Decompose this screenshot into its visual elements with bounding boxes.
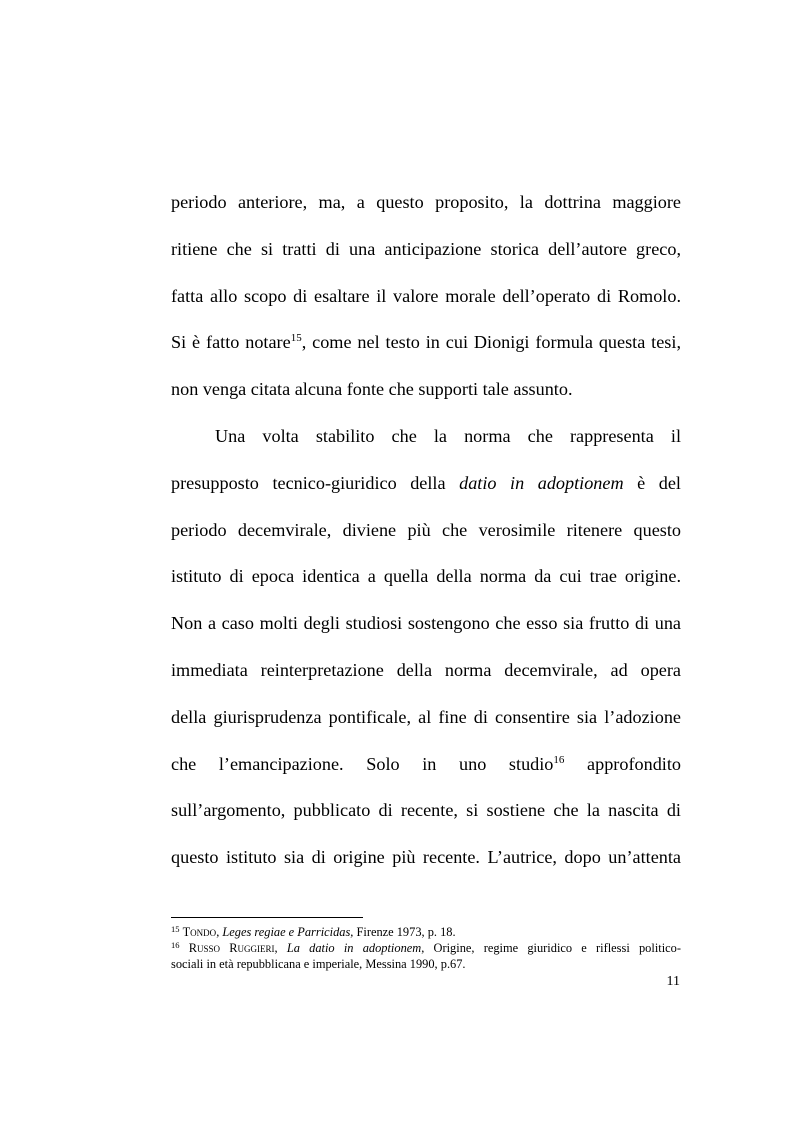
body-line-7-after: è del [623, 472, 681, 493]
footnote-16-rest: , Origine, regime giuridico e riflessi politico- [421, 941, 681, 955]
body-line-12 [171, 696, 681, 743]
body-line-10-text: Non a caso molti degli studiosi sostengono che esso sia frutto di una [171, 613, 681, 634]
footnote-15: $^{15}$ Tondo, Leges regiae e Parricidas, Firenze 1973, p. 18. [171, 924, 456, 939]
footnote-15-title: Leges regiae e Parricidas, [222, 925, 354, 939]
body-line-8-text: periodo decemvirale, diviene più che verosimile ritenere questo [171, 519, 681, 540]
footnote-16-author: Russo Ruggieri [188, 941, 275, 955]
footnote-ref-15[interactable]: 15 [290, 332, 302, 345]
body-line-9-text: istituto di epoca identica a quella della norma da cui trae origine. [171, 566, 681, 587]
body-line-8 [171, 509, 681, 556]
page-number: 11 [666, 974, 680, 989]
body-line-4-after: , come nel testo in cui Dionigi formula questa tesi, [301, 332, 681, 353]
body-line-3 [171, 275, 681, 322]
footnote-16-marker: 16 [171, 940, 180, 950]
body-line-15 [171, 836, 681, 883]
body-line-4-before: Si è fatto notare [171, 332, 291, 353]
footnote-15-rest: Firenze 1973, p. 18. [353, 925, 456, 939]
body-line-7 [171, 462, 681, 509]
footnote-separator [171, 917, 363, 918]
footnote-ref-16[interactable]: 16 [553, 753, 565, 766]
body-line-5 [171, 368, 681, 415]
body-line-13-after: approfondito [564, 753, 681, 774]
body-line-9 [171, 555, 681, 602]
body-line-13-before: che l’emancipazione. Solo in uno studio [171, 753, 554, 774]
body-line-6-text: Una volta stabilito che la norma che rappresenta il [215, 425, 681, 446]
footnotes [171, 924, 681, 972]
body-line-7-italic: datio in adoptionem [459, 472, 624, 493]
body-line-6 [171, 415, 681, 462]
body-line-1 [171, 181, 681, 228]
footnote-16-line-1: $^{16}$ Russo Ruggieri, La datio in adoptionem, Origine, regime giuridico e riflessi politico- [171, 940, 681, 955]
body-line-15-text: questo istituto sia di origine più recente. L’autrice, dopo un’attenta [171, 847, 681, 868]
body-line-2 [171, 228, 681, 275]
body-line-14-text: sull’argomento, pubblicato di recente, si sostiene che la nascita di [171, 800, 681, 821]
body-line-2-text: ritiene che si tratti di una anticipazione storica dell’autore greco, [171, 238, 681, 259]
footnote-16-line-2-text: sociali in età repubblicana e imperiale, Messina 1990, p.67. [171, 957, 466, 971]
body-line-14 [171, 789, 681, 836]
body-text [171, 181, 681, 883]
body-line-5-text: non venga citata alcuna fonte che supporti tale assunto. [171, 379, 573, 400]
body-line-12-text: della giurisprudenza pontificale, al fine di consentire sia l’adozione [171, 706, 681, 727]
footnote-16-title: La datio in adoptionem [286, 941, 422, 955]
body-line-10 [171, 602, 681, 649]
body-line-13 [171, 743, 681, 790]
body-line-3-text: fatta allo scopo di esaltare il valore morale dell’operato di Romolo. [171, 285, 681, 306]
body-line-11 [171, 649, 681, 696]
body-line-11-text: immediata reinterpretazione della norma decemvirale, ad opera [171, 659, 681, 680]
footnote-16-line-2 [171, 956, 681, 972]
footnote-15-marker: 15 [171, 924, 180, 934]
body-line-1-text: periodo anteriore, ma, a questo proposito, la dottrina maggiore [171, 192, 681, 212]
body-line-7-before: presupposto tecnico-giuridico della [171, 472, 460, 493]
footnote-15-author: Tondo [182, 925, 217, 939]
body-line-4 [171, 321, 681, 368]
